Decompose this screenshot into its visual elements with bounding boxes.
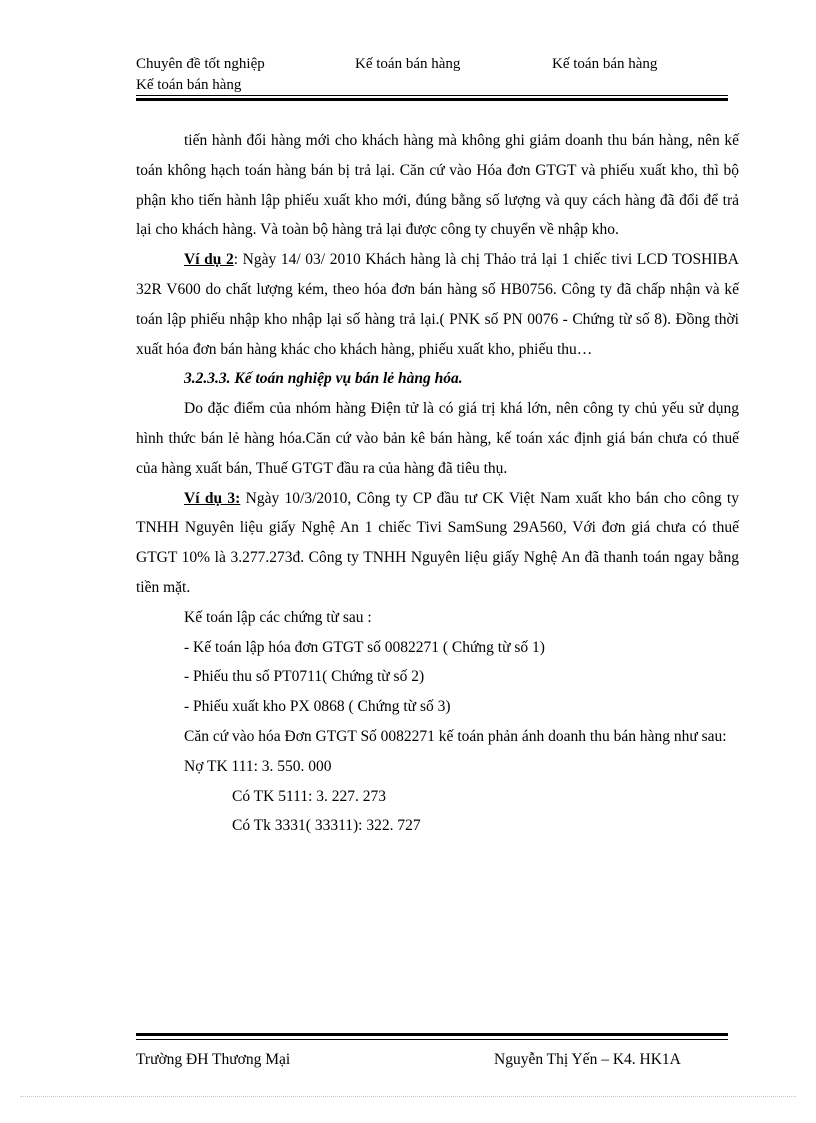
journal-entry-credit: Có TK 5111: 3. 227. 273 <box>232 787 387 805</box>
document-body <box>136 126 739 841</box>
footer-rule-thick <box>136 1033 728 1036</box>
header-subject-2: Kế toán bán hàng <box>552 56 658 72</box>
header-subject-1: Kế toán bán hàng <box>355 56 461 72</box>
example-3-text: Ngày 10/3/2010, Công ty CP đầu tư CK Việt Nam xuất kho bán cho công ty TNHH Nguyên liệu giấy Nghệ An 1 chiếc Tivi SamSung 29A560, Với đơn giá chưa có thuế GTGT 10% là 3.277.273đ. Công ty TNHH Nguyên liệu giấy Nghệ An đã thanh toán ngay bằng tiền mặt. <box>136 489 739 596</box>
paragraph: Căn cứ vào hóa Đơn GTGT Số 0082271 kế toán phản ánh doanh thu bán hàng như sau: <box>184 727 727 745</box>
header-topic: Chuyên đề tốt nghiệp <box>136 56 265 72</box>
paragraph: tiến hành đổi hàng mới cho khách hàng mà không ghi giảm doanh thu bán hàng, nên kế toán không hạch toán hàng bán bị trả lại. Căn cứ vào Hóa đơn GTGT và phiếu xuất kho, thì bộ phận kho tiến hành lập phiếu xuất kho mới, đúng bằng số lượng và quy cách hàng đã đổi để trả lại cho khách hàng. Và toàn bộ hàng trả lại được công ty chuyển về nhập kho. <box>136 132 739 239</box>
example-2-label: Ví dụ 2 <box>184 251 234 269</box>
footer-rule-thin <box>136 1039 728 1040</box>
page-edge-dots <box>20 1096 796 1097</box>
journal-entry-credit: Có Tk 3331( 33311): 322. 727 <box>232 817 421 835</box>
header-rule-thick <box>136 98 728 101</box>
example-2-paragraph <box>136 245 739 364</box>
example-3-label: Ví dụ 3: <box>184 489 241 507</box>
list-item: - Kế toán lập hóa đơn GTGT số 0082271 ( Chứng từ số 1) <box>184 638 545 656</box>
header-subject-3: Kế toán bán hàng <box>136 77 242 93</box>
header-rule-thin <box>136 95 728 96</box>
journal-entry-debit: Nợ TK 111: 3. 550. 000 <box>184 757 332 775</box>
footer-author: Nguyễn Thị Yến – K4. HK1A <box>494 1051 681 1068</box>
list-item: - Phiếu xuất kho PX 0868 ( Chứng từ số 3) <box>184 698 451 716</box>
list-item: - Phiếu thu số PT0711( Chứng từ số 2) <box>184 668 425 686</box>
example-2-text: : Ngày 14/ 03/ 2010 Khách hàng là chị Thảo trả lại 1 chiếc tivi LCD TOSHIBA 32R V600 do chất lượng kém, theo hóa đơn bán hàng số HB0756. Công ty đã chấp nhận và kế toán lập phiếu nhập kho nhập lại số hàng trả lại.( PNK số PN 0076 - Chứng từ số 8). Đồng thời xuất hóa đơn bán hàng khác cho khách hàng, phiếu xuất kho, phiếu thu… <box>136 251 739 358</box>
section-heading: 3.2.3.3. Kế toán nghiệp vụ bán lẻ hàng hóa. <box>184 370 463 388</box>
paragraph: Do đặc điểm của nhóm hàng Điện tử là có giá trị khá lớn, nên công ty chủ yếu sử dụng hình thức bán lẻ hàng hóa.Căn cứ vào bản kê bán hàng, kế toán xác định giá bán chưa có thuế của hàng xuất bán, Thuế GTGT đầu ra của hàng đã tiêu thụ. <box>136 400 739 477</box>
example-3-paragraph <box>136 484 739 603</box>
paragraph: Kế toán lập các chứng từ sau : <box>184 608 372 626</box>
footer-school: Trường ĐH Thương Mại <box>136 1051 291 1068</box>
